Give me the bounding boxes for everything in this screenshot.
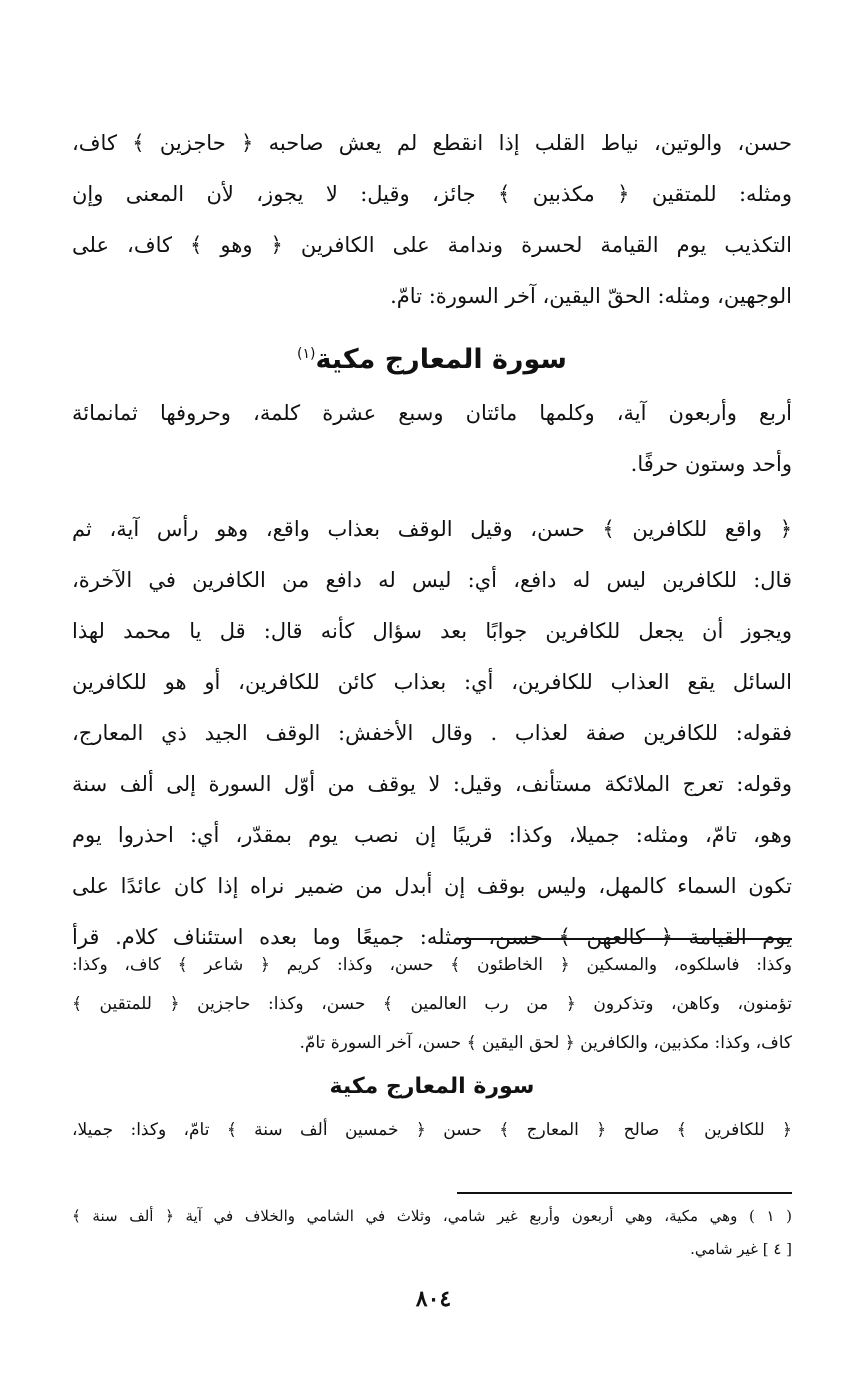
note-line: ﴿ للكافرين ﴾ صالح ﴿ المعارج ﴾ حسن ﴿ خمسين ألف سنة ﴾ تامّ، وكذا: جميلا، [72, 1120, 792, 1140]
paragraph-gap [72, 490, 792, 504]
page-number: ٨٠٤ [415, 1286, 452, 1312]
text-line: ويجوز أن يجعل للكافرين جوابًا بعد سؤال كأنه قال: قل يا محمد لهذا [72, 619, 792, 643]
text-line: قال: للكافرين ليس له دافع، أي: ليس له دافع من الكافرين في الآخرة، [72, 568, 792, 592]
surah-heading [72, 324, 792, 384]
text-line: وهو، تامّ، ومثله: جميلا، وكذا: قريبًا إن نصب يوم بمقدّر، أي: احذروا يوم [72, 823, 792, 847]
text-line: السائل يقع العذاب للكافرين، أي: بعذاب كائن للكافرين، أو هو للكافرين [72, 670, 792, 694]
text-line: أربع وأربعون آية، وكلمها مائتان وسبع عشرة كلمة، وحروفها ثمانمائة [72, 401, 792, 425]
text-line: حسن، والوتين، نياط القلب إذا انقطع لم يعش صاحبه ﴿ حاجزين ﴾ كاف، [72, 131, 792, 155]
note-line: كاف، وكذا: مكذبين، والكافرين ﴿ لحق اليقين ﴾ حسن، آخر السورة تامّ. [299, 1033, 792, 1053]
text-line: ومثله: للمتقين ﴿ مكذبين ﴾ جائز، وقيل: لا يجوز، لأن المعنى وإن [72, 182, 792, 206]
text-line: تكون السماء كالمهل، وليس بوقف إن أبدل من ضمير نراه إذا كان عائدًا على [72, 874, 792, 898]
footnote-reference: (١) [297, 346, 316, 362]
note-line: وكذا: فاسلكوه، والمسكين ﴿ الخاطئون ﴾ حسن، وكذا: كريم ﴿ شاعر ﴾ كاف، وكذا: [72, 955, 792, 975]
text-line: وقوله: تعرج الملائكة مستأنف، وقيل: لا يوقف من أوّل السورة إلى ألف سنة [72, 772, 792, 796]
footnote-divider [457, 1192, 792, 1194]
main-text [72, 118, 792, 963]
text-line: ﴿ واقع للكافرين ﴾ حسن، وقيل الوقف بعذاب واقع، وهو رأس آية، ثم [72, 517, 792, 541]
footnote-line: [ ٤ ] غير شامي. [690, 1240, 792, 1258]
text-line: وأحد وستون حرفًا. [630, 452, 792, 476]
text-line: فقوله: للكافرين صفة لعذاب . وقال الأخفش: الوقف الجيد ذي المعارج، [72, 721, 792, 745]
text-line: الوجهين، ومثله: الحقّ اليقين، آخر السورة: تامّ. [390, 284, 792, 308]
footnotes [72, 1200, 792, 1266]
text-line: التكذيب يوم القيامة لحسرة وندامة على الكافرين ﴿ وهو ﴾ كاف، على [72, 233, 792, 257]
footnote-line: ( ١ ) وهي مكية، وهي أربعون وأربع غير شامي، وثلاث في الشامي والخلاف في آية ﴿ ألف سنة ﴾ [72, 1207, 793, 1225]
text-line: يوم القيامة ﴿ كالعهن ﴾ حسن، ومثله: جميعًا وما بعده استئناف كلام. قرأ [72, 925, 792, 949]
margin-notes [72, 946, 792, 1150]
surah-heading-text: سورة المعارج مكية [315, 344, 567, 375]
note-line: تؤمنون، وكاهن، وتذكرون ﴿ من رب العالمين ﴾ حسن، وكذا: حاجزين ﴿ للمتقين ﴾ [72, 994, 792, 1014]
notes-surah-heading: سورة المعارج مكية [329, 1074, 535, 1099]
notes-divider [457, 938, 792, 940]
